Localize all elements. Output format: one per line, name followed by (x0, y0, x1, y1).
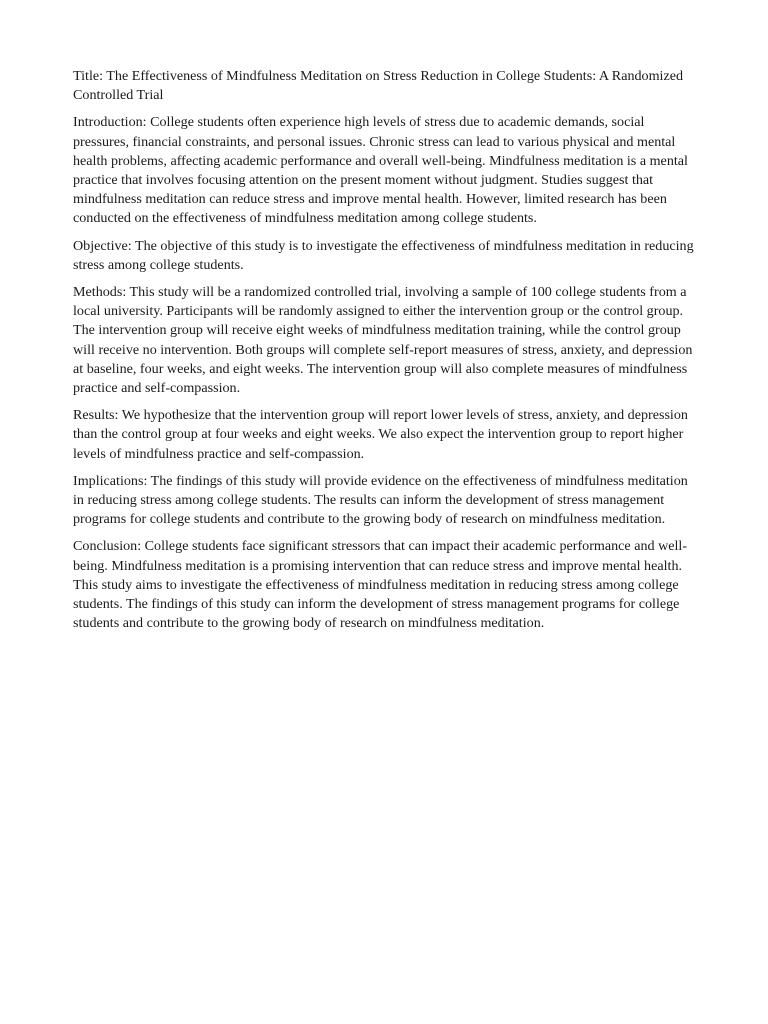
implications-paragraph: Implications: The findings of this study will provide evidence on the effectiveness of mindfulness meditation in reducing stress among college students. The results can inform the development of stress management programs for college students and contribute to the growing body of research on mindfulness meditation. (73, 472, 688, 528)
conclusion-paragraph: Conclusion: College students face significant stressors that can impact their academic performance and well-being. Mindfulness meditation is a promising intervention that can reduce stress and improve mental health. This study aims to investigate the effectiveness of mindfulness meditation in reducing stress among college students. The findings of this study can inform the development of stress management programs for college students and contribute to the growing body of research on mindfulness meditation. (73, 538, 688, 632)
results-paragraph: Results: We hypothesize that the intervention group will report lower levels of stress, anxiety, and depression than the control group at four weeks and eight weeks. We also expect the intervention group to report higher levels of mindfulness practice and self-compassion. (73, 407, 688, 462)
document-body (73, 67, 697, 641)
introduction-paragraph: Introduction: College students often experience high levels of stress due to academic demands, social pressures, financial constraints, and personal issues. Chronic stress can lead to various physical and mental health problems, affecting academic performance and overall well-being. Mindfulness meditation is a mental practice that involves focusing attention on the present moment without judgment. Studies suggest that mindfulness meditation can reduce stress and improve mental health. However, limited research has been conducted on the effectiveness of mindfulness meditation among college students. (73, 114, 688, 227)
title-paragraph: Title: The Effectiveness of Mindfulness Meditation on Stress Reduction in College Students: A Randomized Controlled Trial (73, 68, 684, 104)
methods-paragraph: Methods: This study will be a randomized controlled trial, involving a sample of 100 college students from a local university. Participants will be randomly assigned to either the intervention group or the control group. The intervention group will receive eight weeks of mindfulness meditation training, while the control group will receive no intervention. Both groups will complete self-report measures of stress, anxiety, and depression at baseline, four weeks, and eight weeks. The intervention group will also complete measures of mindfulness practice and self-compassion. (73, 284, 693, 397)
objective-paragraph: Objective: The objective of this study is to investigate the effectiveness of mindfulness meditation in reducing stress among college students. (73, 237, 694, 273)
